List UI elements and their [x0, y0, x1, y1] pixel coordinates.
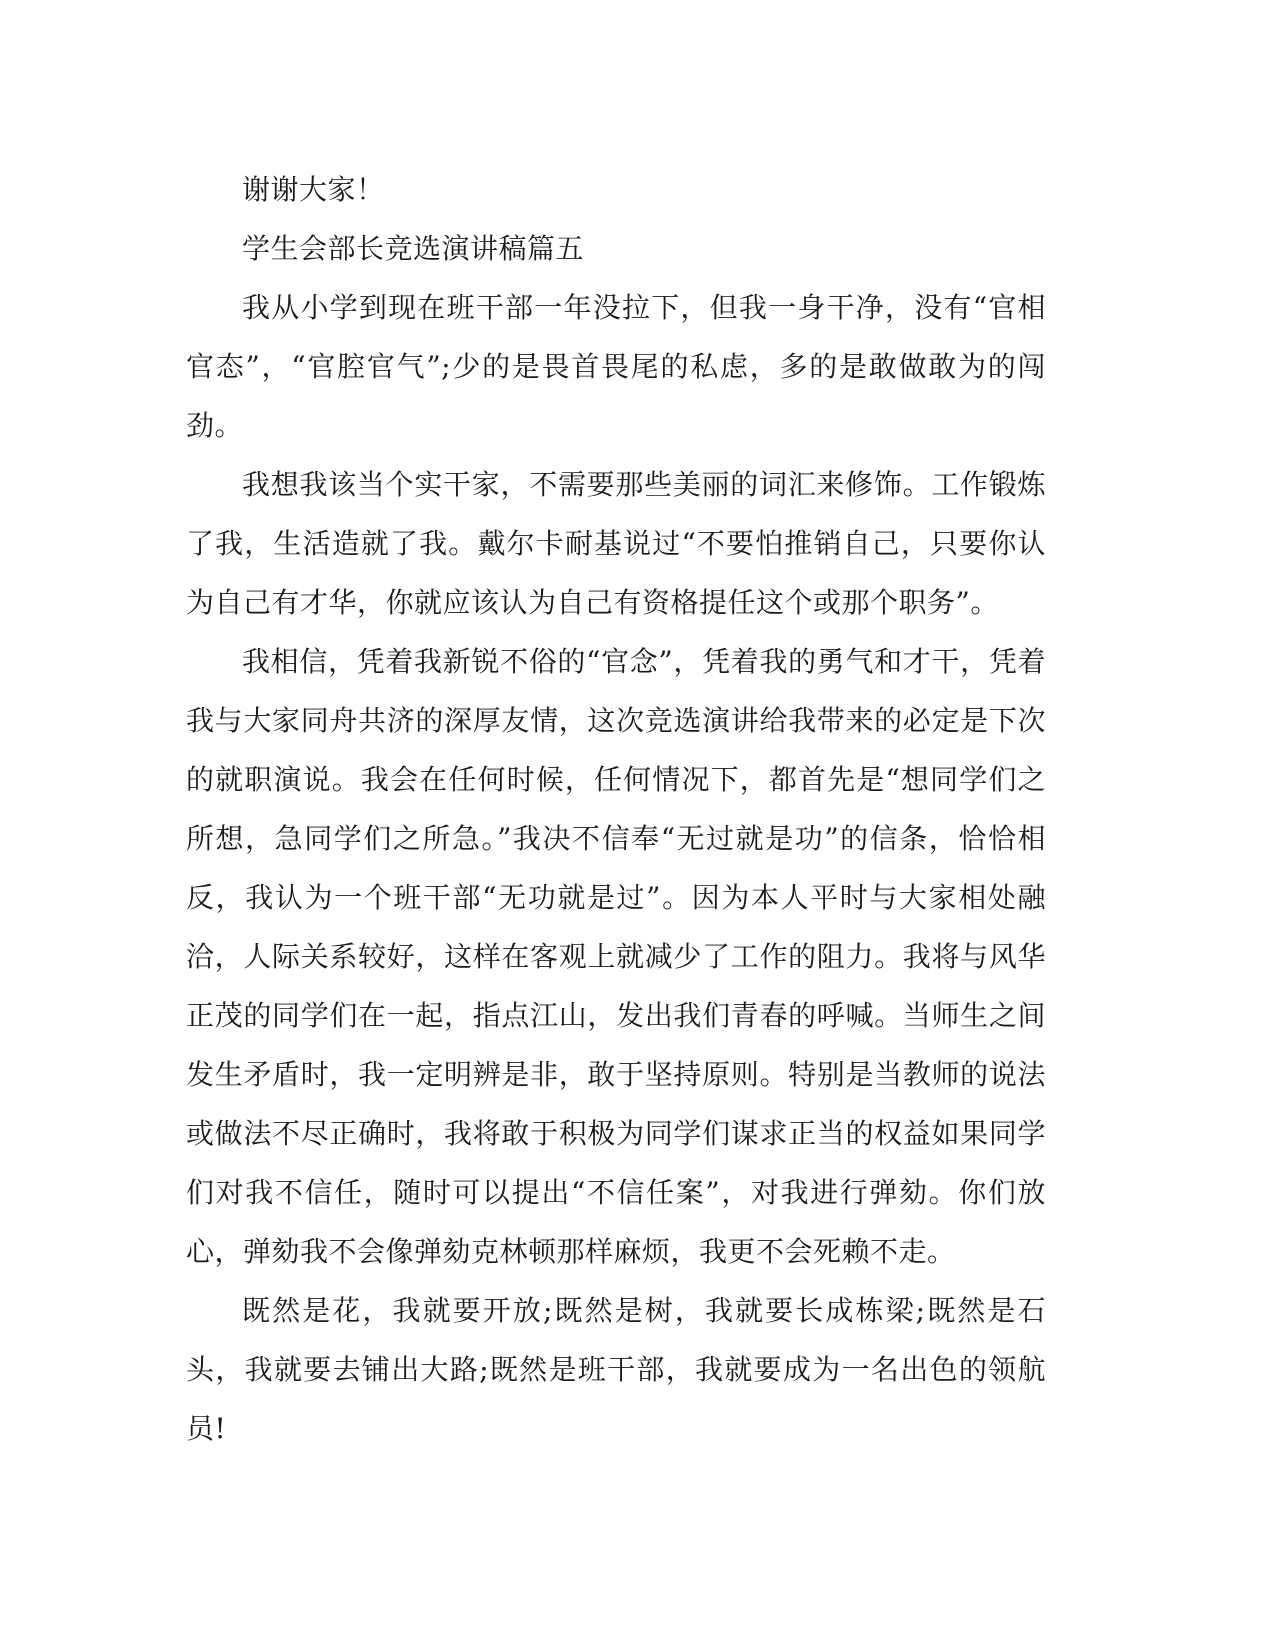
paragraph-2: 我想我该当个实干家，不需要那些美丽的词汇来修饰。工作锻炼了我，生活造就了我。戴尔卡耐基说过“不要怕推销自己，只要你认为自己有才华，你就应该认为自己有资格提任这个或那个职务”。 [186, 468, 1046, 619]
closing-line: 谢谢大家！ [242, 173, 385, 206]
paragraph-4: 既然是花，我就要开放;既然是树，我就要长成栋梁;既然是石头，我就要去铺出大路;既然是班干部，我就要成为一名出色的领航员! [186, 1294, 1046, 1445]
document-body [186, 160, 1046, 1458]
section-heading: 学生会部长竞选演讲稿篇五 [242, 232, 585, 265]
paragraph-1: 我从小学到现在班干部一年没拉下，但我一身干净，没有“官相官态”，“官腔官气”;少的是畏首畏尾的私虑，多的是敢做敢为的闯劲。 [186, 291, 1046, 442]
paragraph-3: 我相信，凭着我新锐不俗的“官念”，凭着我的勇气和才干，凭着我与大家同舟共济的深厚友情，这次竞选演讲给我带来的必定是下次的就职演说。我会在任何时候，任何情况下，都首先是“想同学们之所想，急同学们之所急。”我决不信奉“无过就是功”的信条，恰恰相反，我认为一个班干部“无功就是过”。因为本人平时与大家相处融洽，人际关系较好，这样在客观上就减少了工作的阻力。我将与风华正茂的同学们在一起，指点江山，发出我们青春的呼喊。当师生之间发生矛盾时，我一定明辨是非，敢于坚持原则。特别是当教师的说法或做法不尽正确时，我将敢于积极为同学们谋求正当的权益如果同学们对我不信任，随时可以提出“不信任案”，对我进行弹劾。你们放心，弹劾我不会像弹劾克林顿那样麻烦，我更不会死赖不走。 [186, 645, 1046, 1268]
